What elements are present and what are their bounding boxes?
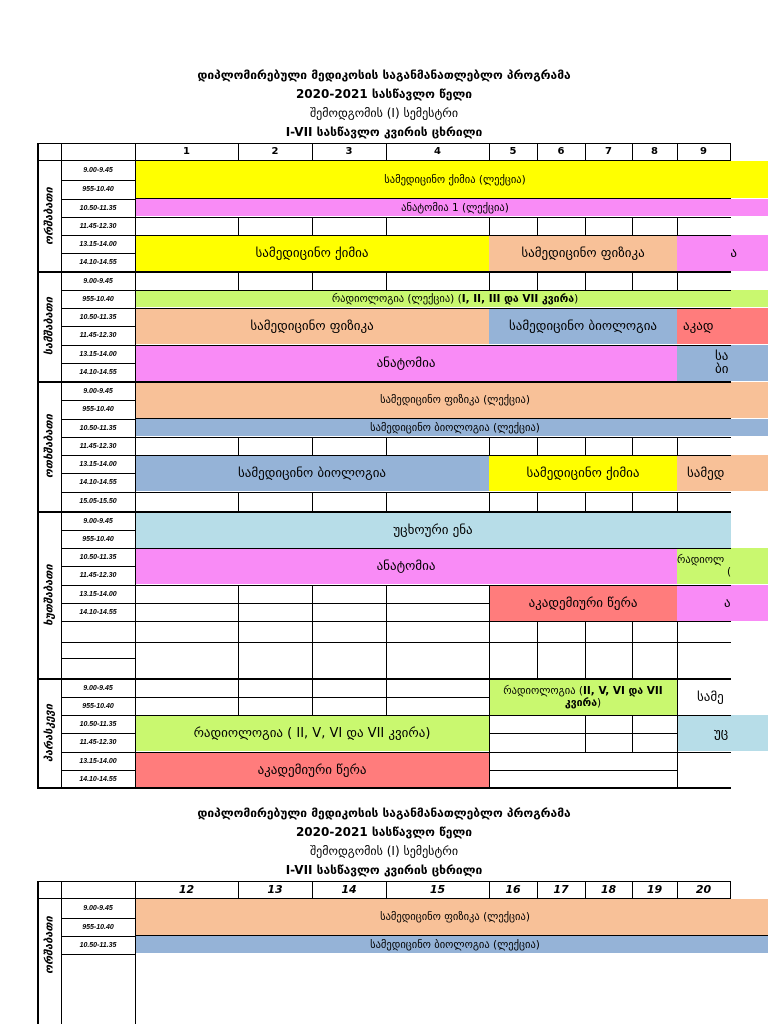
column-header: 7 [605,146,612,157]
grid-line [312,437,313,455]
grid-line [677,217,678,235]
column-header: 13 [267,883,283,896]
grid-line [61,530,135,531]
time-slot: 13.15-14.00 [79,460,117,468]
grid-line [677,143,678,161]
class-text: რადიოლოგია (II, V, VI და VII [503,685,663,697]
grid-line [61,770,135,771]
grid-line [537,272,538,290]
grid-line [238,143,239,161]
day-label: პარასკევი [42,703,56,763]
grid-line [585,217,586,235]
grid-line [135,143,136,161]
time-slot: 10.50-11.35 [79,941,117,949]
grid-line [489,679,490,789]
class-block: აკად [677,308,768,344]
class-block: აკადემიური წერა [135,752,489,789]
column-header: 5 [509,146,517,157]
grid-line [312,585,313,678]
grid-line [61,455,135,456]
grid-line [135,752,731,753]
grid-line [61,566,135,567]
grid-line [61,918,135,919]
time-slot: 13.15-14.00 [79,590,117,598]
class-block: სამედიცინო ბიოლოგია [135,455,489,491]
grid-line [135,455,731,456]
grid-line [537,437,538,455]
grid-line [135,198,731,199]
class-block: სამედიცინო ფიზიკა (ლექცია) [135,382,768,418]
grid-line [61,290,135,291]
day-label: ოთხშაბათი [42,414,56,478]
time-slot: 14.10-14.55 [79,258,117,266]
grid-line [489,492,490,511]
schedule-table [37,143,768,789]
grid-line [61,143,62,161]
grid-line [238,217,239,235]
grid-line [135,585,731,586]
grid-line [238,272,239,290]
grid-line [632,217,633,235]
weeks-label: I-VII სასწავლო კვირის ცხრილი [285,125,483,139]
grid-line [37,787,731,789]
grid-line [135,678,731,679]
grid-line [37,898,731,899]
grid-line [61,898,62,1024]
grid-line [135,492,731,493]
grid-line [61,473,135,474]
grid-line [135,235,731,236]
column-header: 3 [345,146,353,157]
time-slot: 10.50-11.35 [79,553,117,561]
grid-line [537,881,538,899]
grid-line [135,621,731,622]
grid-line [489,143,490,161]
class-block: სამედიცინო ფიზიკა [489,235,677,271]
day-label: ხუთშაბათი [42,564,56,626]
time-slot: 10.50-11.35 [79,424,117,432]
grid-line [61,160,62,789]
time-slot: 955-10.40 [82,923,114,931]
class-text: ) [574,292,579,305]
grid-line [585,881,586,899]
grid-line [312,143,313,161]
grid-line [135,160,136,789]
class-block: სამედ [677,455,768,491]
class-block: რადიოლოგია ( II, V, VI და VII კვირა) [135,715,489,751]
grid-line [632,143,633,161]
grid-line [632,621,633,678]
program-title-2: დიპლომირებული მედიკოსის საგანმანათლებლო პროგრამა [197,806,571,820]
column-header: 17 [553,883,569,896]
grid-line [537,217,538,235]
grid-line [135,548,731,549]
grid-line [61,437,135,438]
grid-line [61,308,135,309]
grid-line [61,492,135,493]
grid-line [135,418,731,419]
grid-line [537,492,538,511]
grid-line [386,272,387,290]
grid-line [61,603,135,604]
class-block: სამე [677,679,768,715]
grid-line [61,235,135,236]
grid-line [585,492,586,511]
day-label: ორშაბათი [42,916,56,974]
grid-line [677,272,678,290]
time-slot: 955-10.40 [82,185,114,193]
grid-line [61,400,135,401]
time-slot: 13.15-14.00 [79,240,117,248]
time-slot: 955-10.40 [82,702,114,710]
academic-year: 2020-2021 სასწავლო წელი [295,87,473,101]
day-label: სამშაბათი [42,296,56,356]
grid-line [61,733,135,734]
grid-line [238,679,239,715]
class-block: უც [677,715,768,751]
column-header: 4 [434,146,441,157]
grid-line [238,585,239,678]
grid-line [61,345,135,346]
time-slot: 11.45-12.30 [79,442,117,450]
class-block: სამედიცინო ქიმია [135,235,489,271]
grid-line [37,271,731,273]
time-slot: 10.50-11.35 [79,204,117,212]
grid-line [61,585,135,586]
time-slot: 14.10-14.55 [79,368,117,376]
time-slot: 14.10-14.55 [79,775,117,783]
program-title: დიპლომირებული მედიკოსის საგანმანათლებლო პროგრამა [197,68,571,82]
class-block [677,548,768,584]
grid-line [386,217,387,235]
grid-line [730,143,731,161]
grid-line [135,603,489,604]
grid-line [632,492,633,511]
class-text: რადიოლ [677,554,725,566]
grid-line [37,881,39,1024]
grid-line [489,881,490,899]
grid-line [135,642,731,643]
grid-line [61,326,135,327]
class-block [135,290,768,307]
class-block [489,679,677,715]
grid-line [677,679,678,789]
time-slot: 13.15-14.00 [79,350,117,358]
class-block: აკადემიური წერა [489,585,677,621]
grid-line [61,936,135,937]
weeks-label-2: I-VII სასწავლო კვირის ცხრილი [285,863,483,877]
grid-line [677,437,678,455]
time-slot: 955-10.40 [82,535,114,543]
grid-line [489,437,490,455]
grid-line [61,752,135,753]
grid-line [61,548,135,549]
time-slot: 9.00-9.45 [83,904,113,912]
grid-line [37,511,731,513]
grid-line [135,715,731,716]
class-block [677,585,768,621]
grid-line [386,492,387,511]
grid-line [135,290,731,291]
column-header: 19 [646,883,663,896]
grid-line [537,143,538,161]
grid-line [238,881,239,899]
grid-line [61,180,135,181]
column-header: 18 [600,883,617,896]
time-slot: 14.10-14.55 [79,608,117,616]
grid-line [61,658,135,659]
grid-line [312,881,313,899]
grid-line [585,437,586,455]
time-slot: 9.00-9.45 [83,166,113,174]
grid-line [61,217,135,218]
grid-line [312,492,313,511]
grid-line [632,881,633,899]
grid-line [135,898,136,1024]
schedule-table-2 [37,881,768,1024]
grid-line [386,881,387,899]
grid-line [386,679,387,715]
time-slot: 10.50-11.35 [79,720,117,728]
class-block: სამედიცინო ფიზიკა [135,308,489,344]
grid-line [312,217,313,235]
time-slot: 11.45-12.30 [79,738,117,746]
grid-line [677,881,678,899]
time-slot: 9.00-9.45 [83,277,113,285]
grid-line [489,770,677,771]
grid-line [489,585,490,678]
grid-line [135,345,731,346]
time-slot: 9.00-9.45 [83,387,113,395]
time-slot: 10.50-11.35 [79,313,117,321]
time-slot: 15.05-15.50 [79,497,117,505]
grid-line [135,935,768,936]
class-text: რადიოლოგია (ლექცია) ( [331,292,462,305]
grid-line [585,621,586,678]
grid-line [677,621,678,678]
time-slot: 955-10.40 [82,295,114,303]
class-text: კვირა) [564,697,602,709]
grid-line [677,492,678,511]
time-slot: 14.10-14.55 [79,478,117,486]
column-header: 6 [557,146,565,157]
grid-line [386,143,387,161]
grid-line [386,437,387,455]
grid-line [61,642,135,643]
grid-line [135,217,731,218]
time-slot: 9.00-9.45 [83,684,113,692]
class-block: ანატომია 1 (ლექცია) [135,199,768,216]
grid-line [37,160,731,161]
semester-label-2: შემოდგომის (I) სემესტრი [309,844,459,858]
grid-line [537,621,538,678]
grid-line [632,437,633,455]
class-block: სამედიცინო ქიმია [489,455,677,491]
grid-line [61,715,135,716]
class-block: სამედიცინო ბიოლოგია (ლექცია) [135,419,768,436]
grid-line [632,272,633,290]
class-block: სამედიცინო ბიოლოგია [489,308,677,344]
day-label: ორშაბათი [42,187,56,245]
column-header: 12 [178,883,195,896]
grid-line [135,437,731,438]
grid-line [37,881,731,882]
time-slot: 13.15-14.00 [79,757,117,765]
column-header: 1 [183,146,190,157]
column-header: 20 [695,883,712,896]
column-header: 16 [505,883,521,896]
class-block: სამედიცინო ბიოლოგია (ლექცია) [135,936,768,953]
class-block: სამედიცინო ფიზიკა (ლექცია) [135,899,768,935]
grid-line [61,881,62,899]
semester-label: შემოდგომის (I) სემესტრი [309,106,459,120]
column-header: 2 [271,146,279,157]
grid-line [585,143,586,161]
grid-line [730,881,731,899]
grid-line [61,697,135,698]
class-text: ( [727,566,732,578]
column-header: 15 [429,883,446,896]
grid-line [585,272,586,290]
grid-line [61,363,135,364]
grid-line [61,419,135,420]
grid-line [489,217,490,235]
class-block [677,345,768,381]
column-header: 8 [651,146,658,157]
class-text: ბი [715,362,729,377]
grid-line [61,621,135,622]
grid-line [37,143,731,144]
time-slot: 11.45-12.30 [79,331,117,339]
grid-line [312,679,313,715]
grid-line [135,881,136,899]
grid-line [61,253,135,254]
weeks-note: I, II, III და VII კვირა [461,292,575,305]
grid-line [61,199,135,200]
grid-line [61,954,135,955]
time-slot: 11.45-12.30 [79,571,117,579]
grid-line [312,272,313,290]
grid-line [386,585,387,678]
time-slot: 955-10.40 [82,405,114,413]
class-block: სამედიცინო ქიმია (ლექცია) [135,161,768,198]
academic-year-2: 2020-2021 სასწავლო წელი [295,825,473,839]
grid-line [135,308,731,309]
class-block: ა [677,235,768,271]
grid-line [37,381,731,383]
grid-line [238,492,239,511]
grid-line [37,143,39,789]
column-header: 14 [341,883,357,896]
class-block: ანატომია [135,345,677,381]
class-block: ანატომია [135,548,677,584]
time-slot: 9.00-9.45 [83,517,113,525]
grid-line [489,272,490,290]
class-block: უცხოური ენა [135,512,731,548]
column-header: 9 [700,146,707,157]
grid-line [585,733,677,734]
class-text: სა [715,349,729,364]
grid-line [238,437,239,455]
time-slot: 11.45-12.30 [79,222,117,230]
class-text: ა [724,595,731,611]
